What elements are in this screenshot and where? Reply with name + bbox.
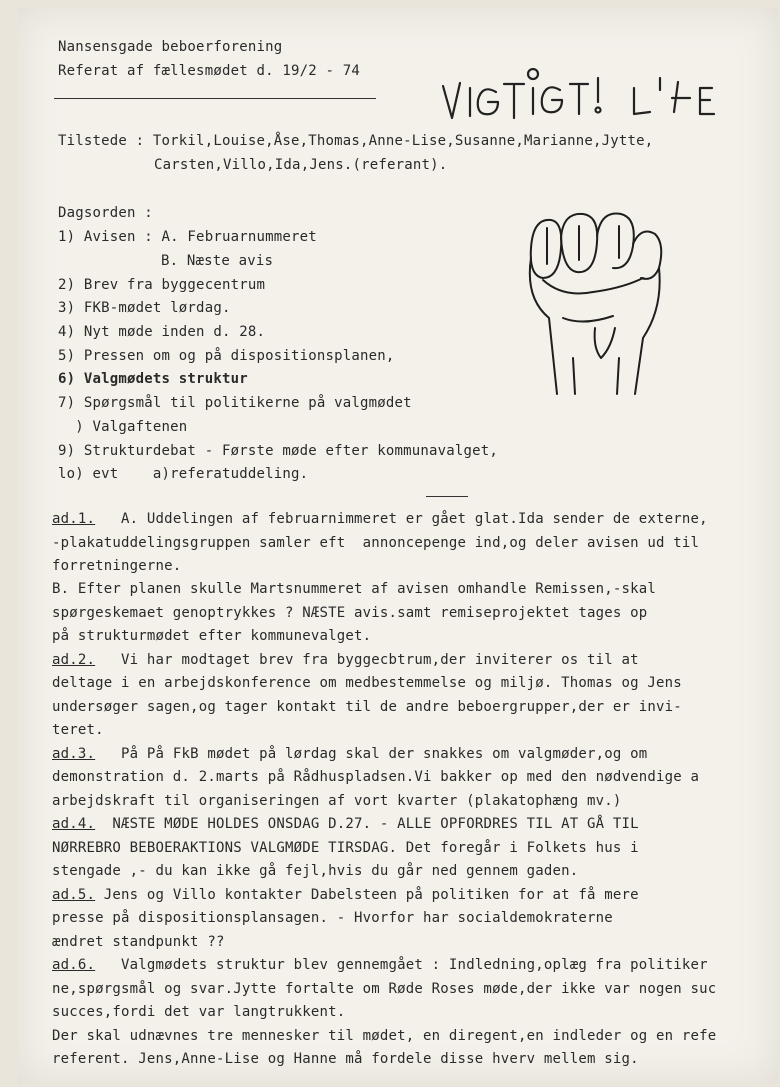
minutes-line: forretningerne. xyxy=(52,558,182,574)
minutes-text: Vi har modtaget brev fra byggecbtrum,der inviterer os til at xyxy=(95,652,639,668)
agenda-item: 9) Strukturdebat - Første møde efter kommunavalget, xyxy=(58,443,499,459)
minutes-line: Der skal udnævnes tre mennesker til mødet, en diregent,en indleder og en refe xyxy=(52,1028,717,1044)
minutes-text: NÆSTE MØDE HOLDES ONSDAG D.27. - ALLE OPFORDRES TIL AT GÅ TIL xyxy=(95,816,639,832)
minutes-label: ad.2. xyxy=(52,652,96,668)
minutes-line: spørgeskemaet genoptrykkes ? NÆSTE avis.samt remiseprojektet tages op xyxy=(52,605,648,621)
minutes-line xyxy=(52,886,639,904)
agenda-item: 1) Avisen : A. Februarnummeret xyxy=(58,229,317,245)
minutes-line: ændret standpunkt ?? xyxy=(52,934,225,950)
minutes-line: referent. Jens,Anne-Lise og Hanne må fordele disse hverv mellem sig. xyxy=(52,1051,639,1067)
minutes-line: undersøger sagen,og tager kontakt til de andre beboergrupper,der er invi- xyxy=(52,699,682,715)
org-name: Nansensgade beboerforening xyxy=(58,39,283,55)
minutes-line: -plakatuddelingsgruppen samler eft annoncepenge ind,og deler avisen ud til xyxy=(52,535,700,551)
minutes-line: succes,fordi det var langtrukkent. xyxy=(52,1004,346,1020)
minutes-text: A. Uddelingen af februarnimmeret er gået glat.Ida sender de externe, xyxy=(95,511,708,527)
handwritten-stamp xyxy=(438,68,738,138)
agenda-item: 2) Brev fra byggecentrum xyxy=(58,277,266,293)
section-divider xyxy=(426,496,468,497)
minutes-line: NØRREBRO BEBOERAKTIONS VALGMØDE TIRSDAG. Det foregår i Folkets hus i xyxy=(52,840,639,856)
minutes-line: demonstration d. 2.marts på Rådhuspladsen.Vi bakker op med den nødvendige a xyxy=(52,769,700,785)
agenda-item: lo) evt a)referatuddeling. xyxy=(58,466,309,482)
document-subtitle: Referat af fællesmødet d. 19/2 - 74 xyxy=(58,63,361,79)
minutes-line xyxy=(52,510,708,528)
minutes-line: ne,spørgsmål og svar.Jytte fortalte om Røde Roses møde,der ikke var nogen suc xyxy=(52,981,717,997)
minutes-line: B. Efter planen skulle Martsnummeret af avisen omhandle Remissen,-skal xyxy=(52,581,657,597)
agenda-item: ) Valgaftenen xyxy=(58,419,188,435)
minutes-line xyxy=(52,956,708,974)
minutes-line: arbejdskraft til organiseringen af vort kvarter (plakatophæng mv.) xyxy=(52,793,622,809)
header-rule xyxy=(54,98,376,99)
minutes-line: teret. xyxy=(52,722,104,738)
agenda-item: 4) Nyt møde inden d. 28. xyxy=(58,324,266,340)
minutes-line: på strukturmødet efter kommunevalget. xyxy=(52,628,372,644)
agenda-item: 6) Valgmødets struktur xyxy=(58,371,248,387)
minutes-line: deltage i en arbejdskonference om medbestemmelse og miljø. Thomas og Jens xyxy=(52,675,682,691)
agenda-item: 5) Pressen om og på dispositionsplanen, xyxy=(58,348,395,364)
minutes-line: stengade ,- du kan ikke gå fejl,hvis du går ned gennem gaden. xyxy=(52,863,579,879)
minutes-label: ad.6. xyxy=(52,957,96,973)
attendance-line-1: Tilstede : Torkil,Louise,Åse,Thomas,Anne-Lise,Susanne,Marianne,Jytte, xyxy=(58,133,654,149)
agenda-heading: Dagsorden : xyxy=(58,205,153,221)
minutes-line xyxy=(52,651,639,669)
minutes-label: ad.4. xyxy=(52,816,96,832)
minutes-line xyxy=(52,815,639,833)
agenda-item: 7) Spørgsmål til politikerne på valgmødet xyxy=(58,395,412,411)
minutes-label: ad.1. xyxy=(52,511,96,527)
minutes-line xyxy=(52,745,647,763)
attendance-line-2: Carsten,Villo,Ida,Jens.(referant). xyxy=(154,157,448,173)
minutes-label: ad.3. xyxy=(52,746,96,762)
document-page xyxy=(18,8,778,1083)
minutes-line: presse på dispositionsplansagen. - Hvorfor har socialdemokraterne xyxy=(52,910,613,926)
agenda-item: 3) FKB-mødet lørdag. xyxy=(58,300,231,316)
agenda-item: B. Næste avis xyxy=(161,253,274,269)
minutes-label: ad.5. xyxy=(52,887,96,903)
minutes-text: Jens og Villo kontakter Dabelsteen på politiken for at få mere xyxy=(95,887,639,903)
raised-fist-drawing xyxy=(523,208,668,398)
minutes-text: Valgmødets struktur blev gennemgået : Indledning,oplæg fra politiker xyxy=(95,957,708,973)
minutes-text: På På FkB mødet på lørdag skal der snakkes om valgmøder,og om xyxy=(95,746,648,762)
